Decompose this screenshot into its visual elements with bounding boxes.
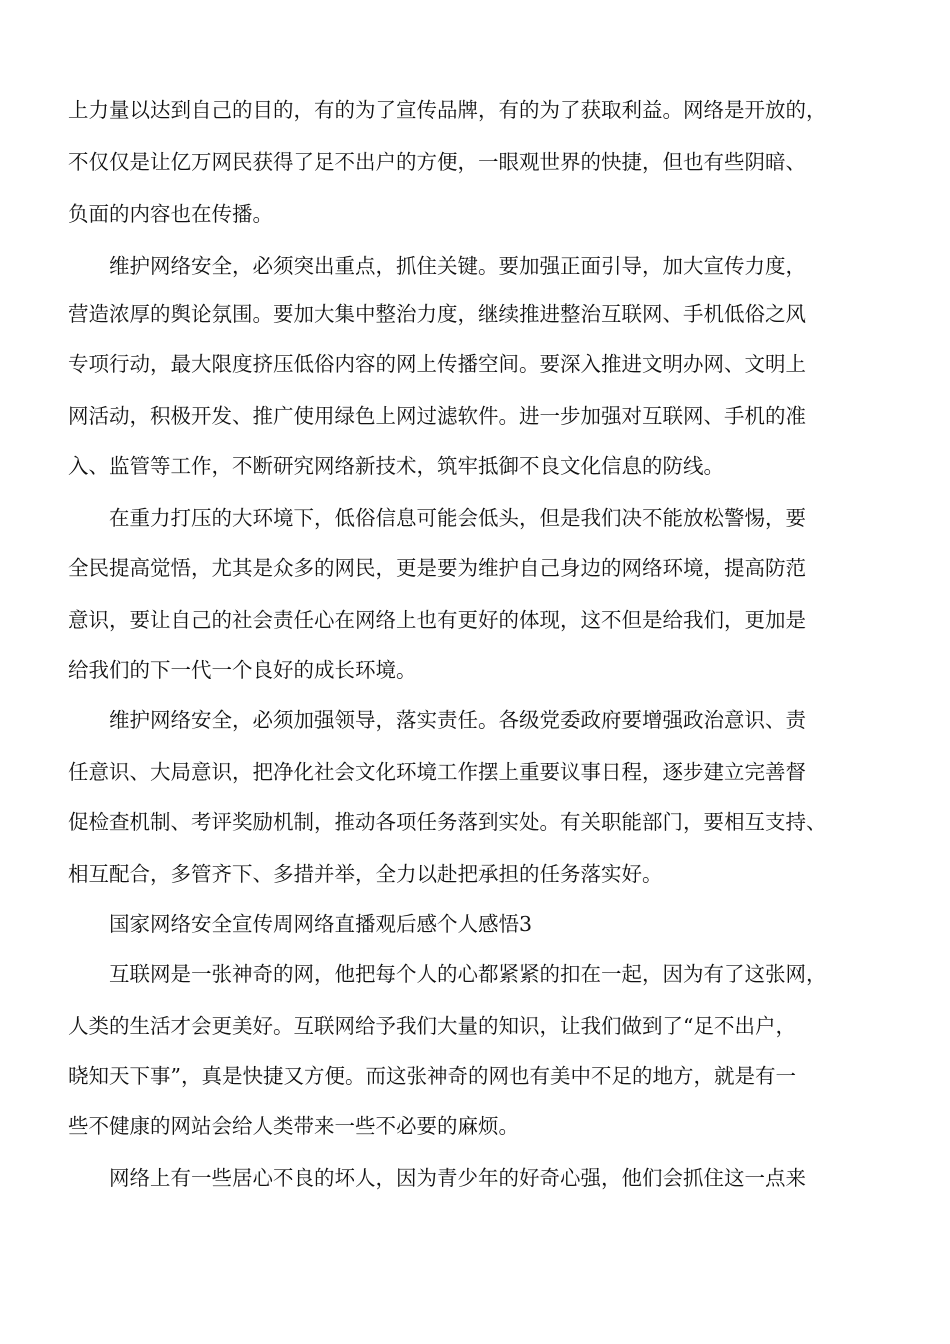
text-line: 网络上有一些居心不良的坏人，因为青少年的好奇心强，他们会抓住这一点来 [68,1166,806,1190]
text-line: 不仅仅是让亿万网民获得了足不出户的方便，一眼观世界的快捷，但也有些阴暗、 [68,150,806,174]
text-line: 人类的生活才会更美好。互联网给予我们大量的知识，让我们做到了“足不出户， [68,1014,796,1038]
text-line: 入、监管等工作，不断研究网络新技术，筑牢抵御不良文化信息的防线。 [68,454,724,478]
text-line: 相互配合，多管齐下、多措并举，全力以赴把承担的任务落实好。 [68,862,663,886]
text-line: 上力量以达到自己的目的，有的为了宣传品牌，有的为了获取利益。网络是开放的， [68,98,827,122]
text-line: 网活动，积极开发、推广使用绿色上网过滤软件。进一步加强对互联网、手机的准 [68,404,806,428]
text-line: 维护网络安全，必须突出重点，抓住关键。要加强正面引导，加大宣传力度， [68,254,806,278]
text-line: 全民提高觉悟，尤其是众多的网民，更是要为维护自己身边的网络环境，提高防范 [68,556,806,580]
text-line: 互联网是一张神奇的网，他把每个人的心都紧紧的扣在一起，因为有了这张网， [68,962,827,986]
text-line: 任意识、大局意识，把净化社会文化环境工作摆上重要议事日程，逐步建立完善督 [68,760,806,784]
text-line: 晓知天下事”，真是快捷又方便。而这张神奇的网也有美中不足的地方，就是有一 [68,1064,796,1088]
text-line: 负面的内容也在传播。 [68,202,273,226]
text-line: 维护网络安全，必须加强领导，落实责任。各级党委政府要增强政治意识、责 [68,708,806,732]
text-line: 在重力打压的大环境下，低俗信息可能会低头，但是我们决不能放松警惕，要 [68,506,806,530]
text-line: 意识，要让自己的社会责任心在网络上也有更好的体现，这不但是给我们，更加是 [68,608,806,632]
text-line: 专项行动，最大限度挤压低俗内容的网上传播空间。要深入推进文明办网、文明上 [68,352,806,376]
text-line: 给我们的下一代一个良好的成长环境。 [68,658,417,682]
text-line: 促检查机制、考评奖励机制，推动各项任务落到实处。有关职能部门，要相互支持、 [68,810,827,834]
section-heading: 国家网络安全宣传周网络直播观后感个人感悟3 [68,912,533,936]
text-line: 营造浓厚的舆论氛围。要加大集中整治力度，继续推进整治互联网、手机低俗之风 [68,302,806,326]
text-line: 些不健康的网站会给人类带来一些不必要的麻烦。 [68,1114,519,1138]
